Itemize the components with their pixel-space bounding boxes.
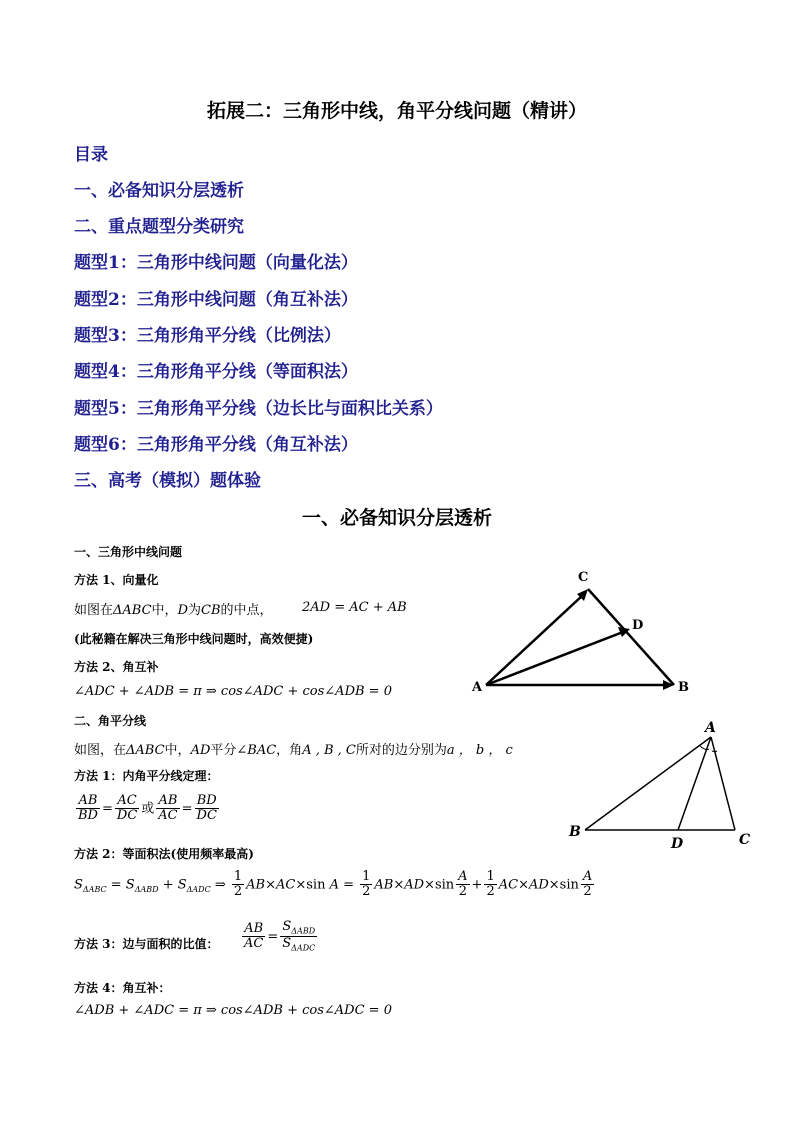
side-ac [486, 595, 583, 685]
toc-item-8[interactable]: 题型6：三角形角平分线（角互补法） [74, 435, 358, 455]
side-ac [711, 737, 735, 830]
part2-intro-d: ，角 [276, 743, 303, 758]
label-b: B [678, 680, 689, 695]
pm3-formula: $\frac{AB}{AC}$ = $\frac{S_{\Delta ABD}}{S_{\Delta ADC}}$ [244, 919, 316, 953]
pm1-label: 方法 1：内角平分线定理： [74, 769, 219, 783]
pm1-formula: $\frac{AB}{BD}$ = $\frac{AC}{DC}$ 或 $\frac{AB}{AC}$ = $\frac{BD}{DC}$ [78, 793, 217, 824]
pm4-formula: ∠ADB + ∠ADC = π ⇒ cos∠ADB + cos∠ADC = 0 [74, 1003, 392, 1018]
toc-heading: 目录 [74, 145, 108, 165]
pm2-label: 方法 2：等面积法(使用频率最高) [74, 847, 254, 861]
median-triangle-figure [470, 565, 700, 700]
toc-item-7[interactable]: 题型5：三角形角平分线（边长比与面积比关系） [74, 399, 443, 419]
method1-formula: 2AD = AC + AB [302, 600, 407, 615]
method1-d: D [177, 603, 188, 618]
pm2-formula: $S_{\Delta ABC} = S_{\Delta ABD} + S_{\Delta ADC}$ ⇒ $\frac{1}{2}$ AB×AC×sin A = $\frac{1}{2}$ AB×AD×sin $\frac{A}{2}$ + $\frac{1}{2}$ AC×AD×sin $\frac{A}{2}$ [74, 869, 593, 900]
bisector-ad [678, 737, 711, 830]
side-ba [585, 737, 711, 830]
method2-formula: ∠ADC + ∠ADB = π ⇒ cos∠ADC + cos∠ADB = 0 [74, 684, 392, 699]
label-d2: D [671, 836, 684, 852]
method1-text-a: 如图在 [74, 603, 114, 618]
toc-item-4[interactable]: 题型2：三角形中线问题（角互补法） [74, 290, 358, 310]
toc-item-9[interactable]: 三、高考（模拟）题体验 [74, 471, 261, 491]
part2-abc: A , B , C [302, 743, 356, 758]
median-ad [486, 632, 623, 685]
part2-title: 二、角平分线 [74, 714, 147, 728]
side-cb [588, 589, 674, 685]
pm1-or: 或 [141, 801, 155, 817]
method1-note: (此秘籍在解决三角形中线问题时，高效便捷) [74, 632, 314, 646]
label-b2: B [569, 824, 581, 840]
label-a2: A [705, 720, 716, 736]
toc-item-3[interactable]: 题型1：三角形中线问题（向量化法） [74, 253, 358, 273]
part2-intro-b: 中， [164, 743, 191, 758]
part2-intro-a: 如图，在 [74, 743, 127, 758]
method1-text-c: 为 [188, 603, 202, 618]
toc-item-6[interactable]: 题型4：三角形角平分线（等面积法） [74, 362, 358, 382]
label-c: C [578, 570, 589, 585]
part1-title: 一、三角形中线问题 [74, 545, 183, 559]
label-a: A [472, 680, 483, 695]
toc-item-5[interactable]: 题型3：三角形角平分线（比例法） [74, 326, 341, 346]
method2-label: 方法 2、角互补 [74, 660, 159, 674]
part2-ad: AD [190, 743, 211, 758]
method1-cb: CB [201, 603, 221, 618]
method1-text [74, 599, 273, 618]
label-d: D [632, 618, 644, 633]
toc-item-1[interactable]: 一、必备知识分层透析 [74, 181, 244, 201]
pm3-label: 方法 3：边与面积的比值： [74, 937, 219, 951]
toc-item-2[interactable]: 二、重点题型分类研究 [74, 217, 244, 237]
part2-angle: ∠BAC [236, 743, 277, 758]
part2-intro-e: 所对的边分别为 [355, 743, 447, 758]
angle-mark-2-icon [712, 751, 717, 752]
part2-sides: a ， b ， c [446, 743, 513, 758]
method1-tri: ΔABC [113, 603, 152, 618]
part2-tri: ΔABC [126, 743, 165, 758]
label-c2: C [739, 832, 751, 848]
method1-text-d: 的中点， [220, 603, 273, 618]
bisector-triangle-figure [565, 718, 765, 853]
pm4-label: 方法 4：角互补： [74, 981, 171, 995]
method1-text-b: 中， [151, 603, 178, 618]
method1-label: 方法 1、向量化 [74, 573, 159, 587]
section-heading: 一、必备知识分层透析 [301, 507, 492, 529]
page-title: 拓展二：三角形中线，角平分线问题（精讲） [206, 100, 587, 122]
part2-intro-c: 平分 [210, 743, 237, 758]
part2-intro [74, 739, 513, 758]
